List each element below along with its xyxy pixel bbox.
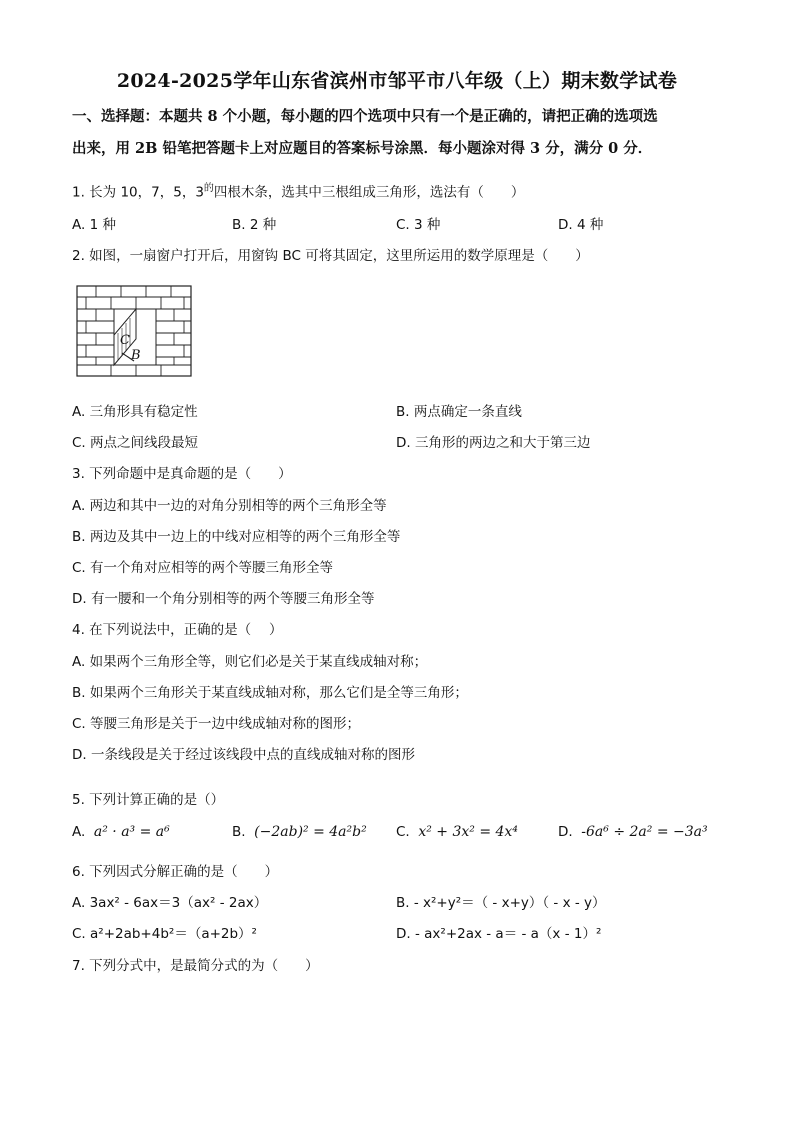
math-expression: a² · a³ = a⁶ [93, 824, 170, 840]
question-6-option-a[interactable]: A. 3ax² - 6ax＝3（ax² - 2ax） [72, 895, 268, 911]
question-4-stem: 4. 在下列说法中，正确的是（ ） [72, 622, 283, 638]
question-2-option-a[interactable]: A. 三角形具有稳定性 [72, 404, 198, 420]
question-1-stem [72, 179, 524, 201]
option-label: C. [396, 824, 410, 840]
option-label: D. [558, 824, 573, 840]
section-instruction-line-2: 出来，用 2B 铅笔把答题卡上对应题目的答案标号涂黑．每小题涂对得 3 分，满分 0 分． [72, 140, 653, 157]
question-3-stem: 3. 下列命题中是真命题的是（ ） [72, 466, 292, 482]
math-expression: (−2ab)² = 4a²b² [254, 824, 367, 840]
option-label: A. [72, 824, 86, 840]
question-2-option-d[interactable]: D. 三角形的两边之和大于第三边 [396, 435, 591, 451]
section-instruction-line-1: 一、选择题：本题共 8 个小题，每小题的四个选项中只有一个是正确的，请把正确的选项选 [72, 108, 658, 125]
question-4-option-a[interactable]: A. 如果两个三角形全等，则它们必是关于某直线成轴对称； [72, 654, 428, 670]
question-6-option-c[interactable]: C. a²+2ab+4b²＝（a+2b）² [72, 926, 257, 942]
question-5-stem: 5. 下列计算正确的是（） [72, 792, 225, 808]
math-expression: x² + 3x² = 4x⁴ [418, 824, 518, 840]
question-6-option-b[interactable]: B. - x²+y²＝（ - x+y）（ - x - y） [396, 895, 606, 911]
question-2-option-b[interactable]: B. 两点确定一条直线 [396, 404, 522, 420]
question-2-option-c[interactable]: C. 两点之间线段最短 [72, 435, 199, 451]
question-1-stem-tail: 四根木条，选其中三根组成三角形，选法有（ ） [213, 184, 525, 201]
question-5-option-d[interactable] [558, 824, 708, 840]
question-4-option-d[interactable]: D. 一条线段是关于经过该线段中点的直线成轴对称的图形 [72, 747, 415, 763]
window-brick-figure [76, 285, 194, 379]
question-5-option-c[interactable] [396, 824, 518, 840]
question-1-stem-head: 1. 长为 10，7，5，3 [72, 184, 204, 201]
question-1-option-d[interactable]: D. 4 种 [558, 217, 604, 233]
question-1-option-c[interactable]: C. 3 种 [396, 217, 441, 233]
question-3-option-a[interactable]: A. 两边和其中一边的对角分别相等的两个三角形全等 [72, 498, 387, 514]
question-2-stem: 2. 如图，一扇窗户打开后，用窗钩 BC 可将其固定，这里所运用的数学原理是（ ） [72, 248, 589, 264]
figure-label-c: C [120, 333, 130, 348]
question-6-option-d[interactable]: D. - ax²+2ax - a＝ - a（x - 1）² [396, 926, 602, 942]
question-5-option-a[interactable] [72, 824, 170, 840]
option-label: B. [232, 824, 246, 840]
figure-label-b: B [131, 348, 141, 363]
question-3-option-b[interactable]: B. 两边及其中一边上的中线对应相等的两个三角形全等 [72, 529, 401, 545]
math-expression: -6a⁶ ÷ 2a² = −3a³ [581, 824, 708, 840]
question-1-option-b[interactable]: B. 2 种 [232, 217, 277, 233]
question-5-option-b[interactable] [232, 824, 367, 840]
question-1-option-a[interactable]: A. 1 种 [72, 217, 116, 233]
question-3-option-c[interactable]: C. 有一个角对应相等的两个等腰三角形全等 [72, 560, 334, 576]
question-1-stem-sup: 的 [203, 183, 214, 194]
question-4-option-c[interactable]: C. 等腰三角形是关于一边中线成轴对称的图形； [72, 716, 361, 732]
page-title: 2024-2025学年山东省滨州市邹平市八年级（上）期末数学试卷 [116, 70, 678, 92]
question-3-option-d[interactable]: D. 有一腰和一个角分别相等的两个等腰三角形全等 [72, 591, 375, 607]
question-4-option-b[interactable]: B. 如果两个三角形关于某直线成轴对称，那么它们是全等三角形； [72, 685, 468, 701]
question-6-stem: 6. 下列因式分解正确的是（ ） [72, 864, 279, 880]
question-7-stem: 7. 下列分式中，是最简分式的为（ ） [72, 958, 319, 974]
